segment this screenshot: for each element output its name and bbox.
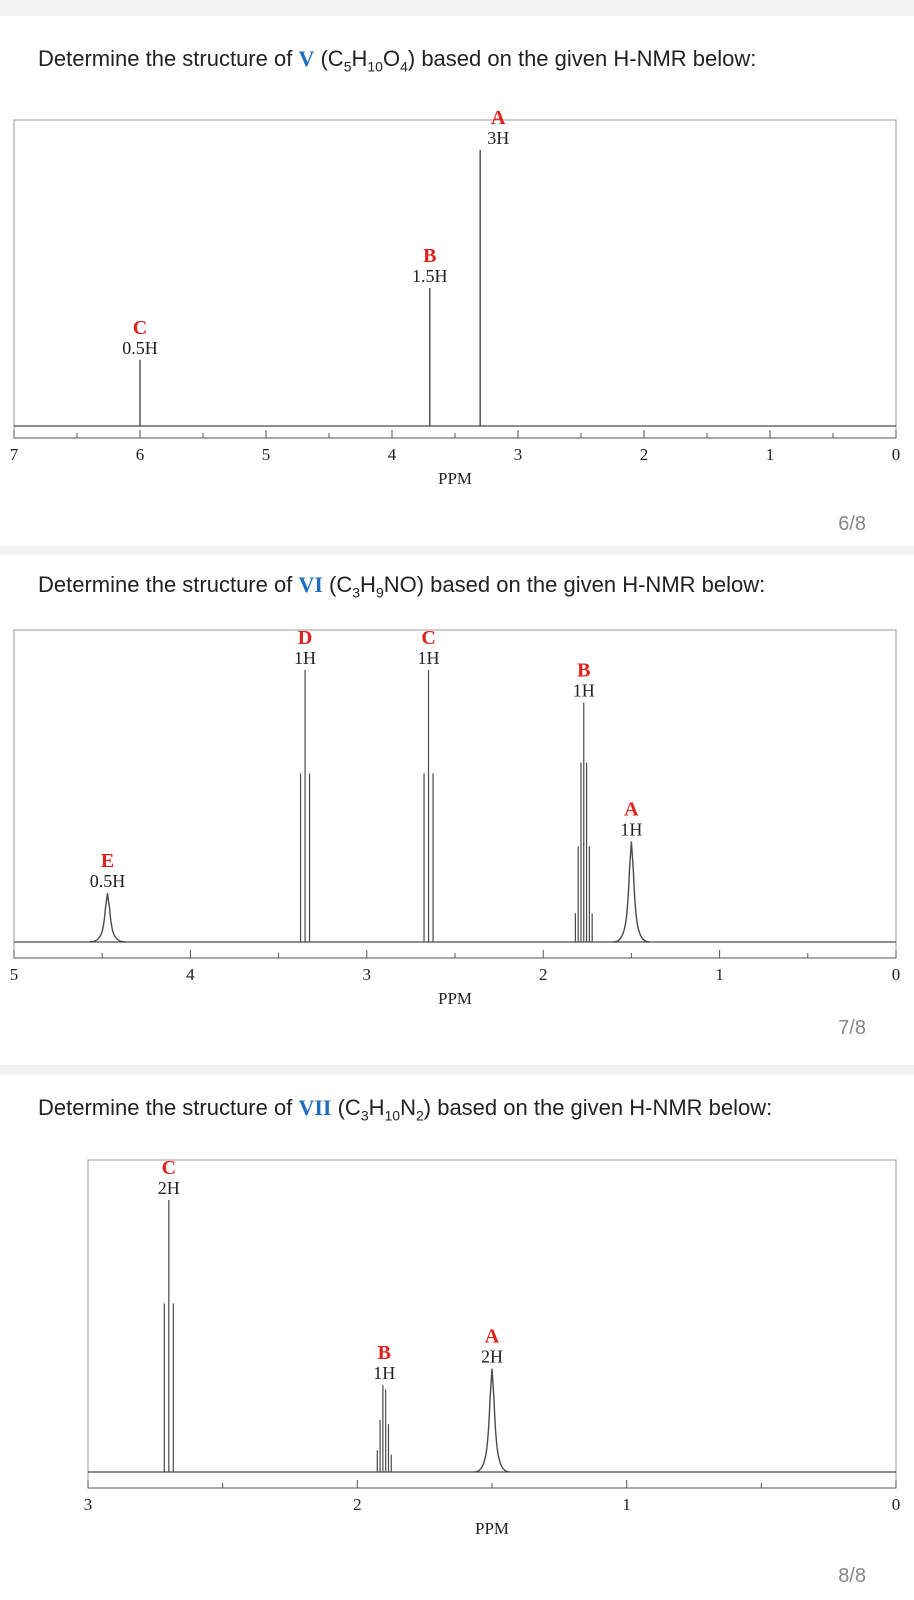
- nmr-spectrum-v: [0, 100, 914, 500]
- tick-label: 6: [135, 445, 145, 464]
- question-suffix: based on the given H-NMR below:: [431, 1095, 773, 1120]
- nmr-spectrum-vii: [0, 1150, 914, 1590]
- peak-letter: C: [421, 627, 436, 649]
- question-suffix: based on the given H-NMR below:: [415, 46, 757, 71]
- tick-label: 1: [622, 1495, 631, 1514]
- x-axis-label: PPM: [474, 1519, 510, 1538]
- peak-integration: 1H: [294, 648, 317, 668]
- tick-label: 2: [538, 965, 548, 984]
- plot-frame: [14, 120, 896, 438]
- tick-label: 4: [186, 965, 195, 984]
- question-text: [38, 46, 756, 74]
- page-number: 6/8: [838, 513, 866, 535]
- compound-label: V: [298, 46, 315, 71]
- page-number: 7/8: [838, 1017, 866, 1039]
- peak-C: [158, 1157, 180, 1472]
- question-suffix: based on the given H-NMR below:: [424, 572, 766, 597]
- tick-label: 7: [9, 445, 19, 464]
- peak-integration: 0.5H: [122, 337, 158, 358]
- peak-E: [89, 850, 125, 942]
- tick-label: 1: [765, 445, 775, 464]
- nmr-spectrum-vi: [0, 620, 914, 1020]
- peak-line: [613, 841, 649, 942]
- tick-label: 0: [891, 1495, 901, 1514]
- peak-B: [373, 1342, 395, 1472]
- peak-letter: C: [132, 316, 148, 339]
- peak-letter: D: [297, 627, 313, 649]
- compound-label: VI: [298, 572, 323, 597]
- peak-integration: 0.5H: [89, 871, 126, 892]
- question-prefix: Determine the structure of: [38, 46, 299, 71]
- question-prefix: Determine the structure of: [38, 1095, 299, 1120]
- tick-label: 0: [891, 965, 901, 984]
- peak-letter: C: [161, 1157, 177, 1179]
- peak-integration: 2H: [157, 1178, 180, 1198]
- tick-label: 5: [9, 965, 19, 984]
- peak-line: [89, 893, 125, 942]
- peak-integration: 3H: [487, 128, 510, 148]
- peak-A: [474, 1326, 510, 1472]
- tick-label: 3: [362, 965, 372, 984]
- plot-frame: [14, 630, 896, 958]
- peak-letter: B: [423, 245, 437, 267]
- peak-letter: B: [577, 659, 591, 682]
- peak-letter: A: [490, 107, 506, 129]
- peak-letter: A: [624, 798, 639, 821]
- peak-C: [418, 627, 440, 942]
- peak-B: [412, 245, 448, 426]
- compound-label: VII: [298, 1095, 332, 1120]
- tick-label: 2: [639, 445, 649, 464]
- plot-frame: [88, 1160, 896, 1488]
- peak-C: [122, 317, 158, 426]
- peak-A: [613, 798, 649, 942]
- page-number: 8/8: [838, 1565, 866, 1587]
- tick-label: 5: [261, 445, 271, 464]
- question-text: [38, 1095, 772, 1123]
- molecular-formula: $(C_5H_{10}O_4)$: [320, 46, 416, 75]
- tick-label: 0: [891, 445, 901, 464]
- question-text: [38, 572, 765, 600]
- tick-label: 3: [513, 445, 523, 464]
- peak-integration: 1.5H: [412, 266, 448, 286]
- peak-letter: A: [484, 1325, 500, 1348]
- molecular-formula: $(C_3H_9NO)$: [329, 572, 425, 601]
- peak-letter: B: [377, 1341, 391, 1364]
- peak-B: [573, 660, 595, 942]
- peak-D: [294, 627, 316, 942]
- molecular-formula: $(C_3H_{10}N_2)$: [337, 1095, 432, 1124]
- peak-line: [474, 1369, 510, 1472]
- peak-A: [480, 107, 509, 426]
- peak-integration: 1H: [373, 1362, 396, 1383]
- peak-letter: E: [100, 850, 115, 873]
- tick-label: 4: [387, 445, 397, 464]
- peak-integration: 1H: [620, 819, 643, 840]
- tick-label: 3: [83, 1495, 93, 1514]
- peak-integration: 1H: [572, 680, 595, 701]
- peak-integration: 1H: [417, 648, 440, 668]
- tick-label: 2: [353, 1495, 362, 1514]
- x-axis-label: PPM: [437, 989, 473, 1008]
- peak-integration: 2H: [481, 1346, 503, 1367]
- tick-label: 1: [715, 965, 724, 984]
- x-axis-label: PPM: [437, 469, 473, 488]
- question-prefix: Determine the structure of: [38, 572, 299, 597]
